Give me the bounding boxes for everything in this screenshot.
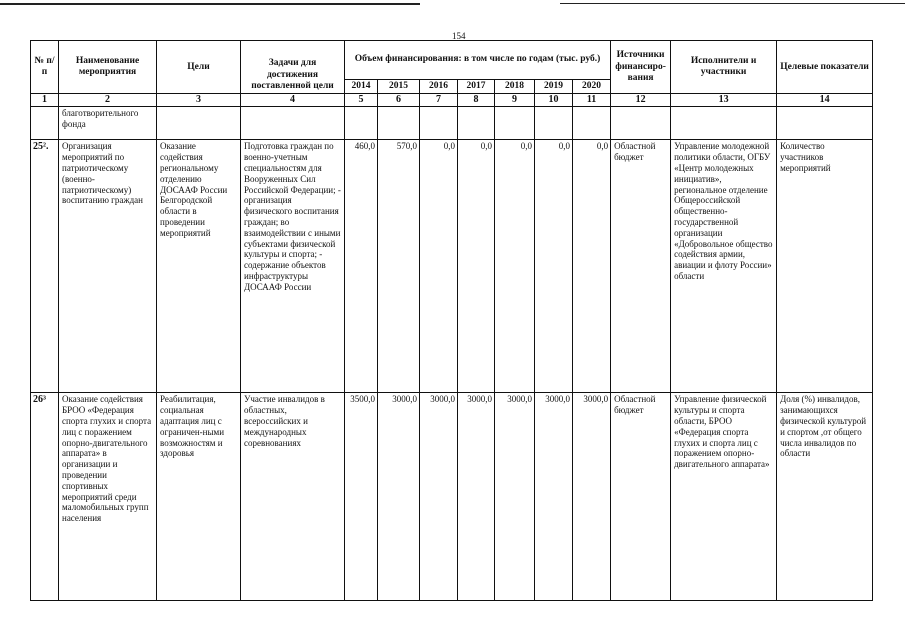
header-executors: Исполнители и участники (671, 41, 777, 94)
header-name: Наименование мероприятия (59, 41, 157, 94)
row-funding-2016: 3000,0 (420, 393, 458, 601)
column-number: 12 (611, 94, 671, 107)
continuation-text: благотворительного фонда (59, 107, 157, 140)
column-number: 11 (573, 94, 611, 107)
header-funding: Объем финансирования: в том числе по годам (тыс. руб.) (345, 41, 611, 80)
column-number: 10 (535, 94, 573, 107)
row-goals: Оказание содействия региональному отделению ДОСААФ России Белгородской области в проведении мероприятий (157, 140, 241, 393)
top-border-line-right (560, 3, 905, 4)
row-target: Доля (%) инвалидов, занимающихся физической культурой и спортом ,от общего числа инвалидов по области (777, 393, 873, 601)
row-funding-2019: 3000,0 (535, 393, 573, 601)
row-source: Областной бюджет (611, 140, 671, 393)
row-tasks: Подготовка граждан по военно-учетным специальностям для Вооруженных Сил Российской Федерации; - организация физического воспитания граждан; во взаимодействии с иными субъектами физической культуры и спорта; - содержание объектов инфраструктуры ДОСААФ России (241, 140, 345, 393)
row-number: 25². (31, 140, 59, 393)
column-number: 6 (378, 94, 420, 107)
header-targets: Целевые показатели (777, 41, 873, 94)
row-funding-2015: 3000,0 (378, 393, 420, 601)
row-funding-2014: 460,0 (345, 140, 378, 393)
row-goals: Реабилитация, социальная адаптация лиц с ограничен-ными возможностям и здоровья (157, 393, 241, 601)
table-row (31, 140, 873, 393)
header-goals: Цели (157, 41, 241, 94)
row-funding-2014: 3500,0 (345, 393, 378, 601)
row-funding-2016: 0,0 (420, 140, 458, 393)
row-number: 26³ (31, 393, 59, 601)
row-funding-2017: 3000,0 (458, 393, 495, 601)
row-funding-2018: 3000,0 (495, 393, 535, 601)
column-number: 5 (345, 94, 378, 107)
top-border-line (0, 3, 420, 5)
row-funding-2020: 3000,0 (573, 393, 611, 601)
header-year: 2019 (535, 80, 573, 94)
row-funding-2018: 0,0 (495, 140, 535, 393)
header-year: 2017 (458, 80, 495, 94)
header-year: 2018 (495, 80, 535, 94)
column-number: 9 (495, 94, 535, 107)
row-executors: Управление молодежной политики области, ОГБУ «Центр молодежных инициатив», региональное отделение Общероссийской общественно-государственной организации «Добровольное общество содействия армии, авиации и флоту России» области (671, 140, 777, 393)
page-number: 154 (452, 31, 466, 41)
table-row (31, 393, 873, 601)
header-sources: Источники финансиро-вания (611, 41, 671, 94)
row-target: Количество участников мероприятий (777, 140, 873, 393)
column-number: 3 (157, 94, 241, 107)
column-number: 2 (59, 94, 157, 107)
row-name: Организация мероприятий по патриотическому (военно-патриотическому) воспитанию граждан (59, 140, 157, 393)
header-year: 2015 (378, 80, 420, 94)
header-tasks: Задачи для достижения поставленной цели (241, 41, 345, 94)
column-number: 14 (777, 94, 873, 107)
column-number: 13 (671, 94, 777, 107)
row-tasks: Участие инвалидов в областных, всероссийских и международных соревнованиях (241, 393, 345, 601)
column-number: 8 (458, 94, 495, 107)
row-funding-2020: 0,0 (573, 140, 611, 393)
column-number: 7 (420, 94, 458, 107)
row-funding-2019: 0,0 (535, 140, 573, 393)
row-source: Областной бюджет (611, 393, 671, 601)
program-table (30, 40, 873, 601)
header-year: 2014 (345, 80, 378, 94)
header-year: 2016 (420, 80, 458, 94)
row-executors: Управление физической культуры и спорта области, БРОО «Федерация спорта глухих и спорта лиц с поражением опорно-двигательного аппарата» (671, 393, 777, 601)
row-funding-2017: 0,0 (458, 140, 495, 393)
header-num: № п/п (31, 41, 59, 94)
column-number: 4 (241, 94, 345, 107)
row-name: Оказание содействия БРОО «Федерация спорта глухих и спорта лиц с поражением опорно-двигательного аппарата» в организации и проведении спортивных мероприятий среди маломобильных групп населения (59, 393, 157, 601)
row-funding-2015: 570,0 (378, 140, 420, 393)
column-number: 1 (31, 94, 59, 107)
header-year: 2020 (573, 80, 611, 94)
continuation-row (31, 107, 873, 140)
